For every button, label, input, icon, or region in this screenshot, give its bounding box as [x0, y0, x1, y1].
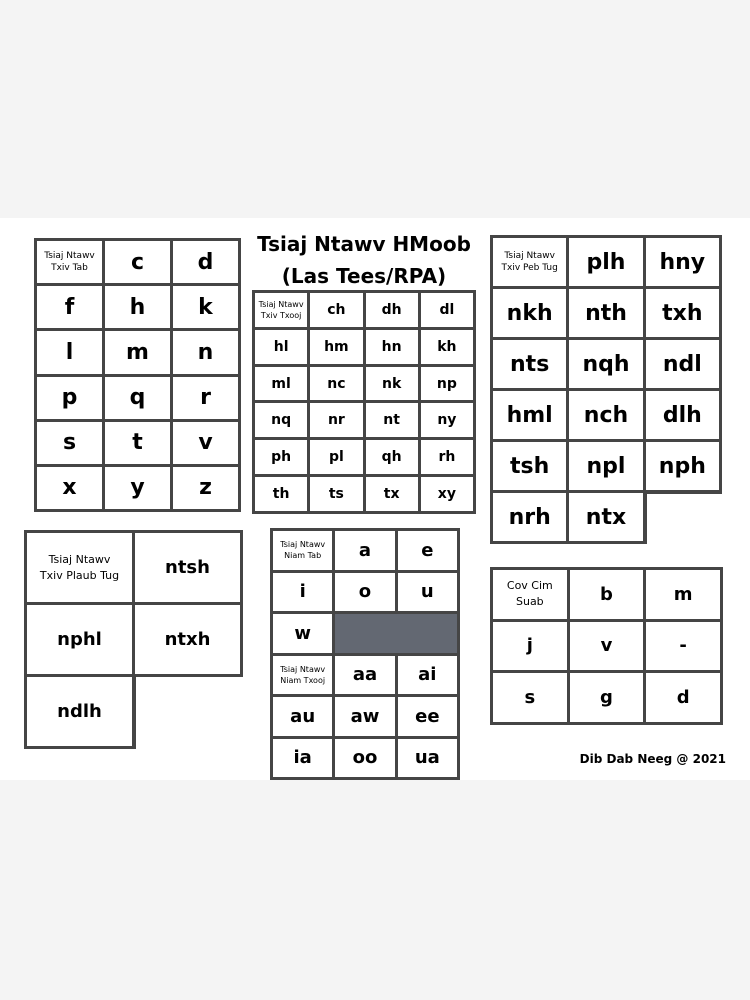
letter-cell: t: [105, 422, 170, 464]
tone-cell: j: [493, 622, 567, 671]
letter-cell: hm: [310, 330, 362, 364]
letter-cell: ntx: [569, 493, 642, 541]
quad-grid-notch: [136, 677, 244, 750]
letter-cell: dl: [421, 293, 473, 327]
letter-cell: plh: [569, 238, 642, 286]
vowel-cell: u: [398, 573, 457, 612]
vowel-cell: ai: [398, 656, 457, 695]
vowel-cell: aa: [335, 656, 394, 695]
letter-cell: nts: [493, 340, 566, 388]
single-vowels-header: Tsiaj Ntawv Niam Tab: [273, 531, 332, 570]
letter-cell: f: [37, 286, 102, 328]
vowels-grid: [270, 528, 460, 780]
vowel-cell: ia: [273, 739, 332, 778]
single-consonants-header: Tsiaj Ntawv Txiv Tab: [37, 241, 102, 283]
letter-cell: ph: [255, 440, 307, 474]
letter-cell: m: [105, 331, 170, 373]
letter-cell: hl: [255, 330, 307, 364]
letter-cell: nrh: [493, 493, 566, 541]
tone-cell: v: [570, 622, 644, 671]
vowel-cell: aw: [335, 697, 394, 736]
letter-cell: xy: [421, 477, 473, 511]
letter-cell: nr: [310, 403, 362, 437]
letter-cell: nch: [569, 391, 642, 439]
letter-cell: d: [173, 241, 238, 283]
credit-text: Dib Dab Neeg @ 2021: [579, 752, 726, 766]
letter-cell: nk: [366, 367, 418, 401]
tone-cell: s: [493, 673, 567, 722]
triple-consonants-header: Tsiaj Ntawv Txiv Peb Tug: [493, 238, 566, 286]
letter-cell: z: [173, 467, 238, 509]
letter-cell: pl: [310, 440, 362, 474]
letter-cell: n: [173, 331, 238, 373]
letter-cell: nph: [646, 442, 719, 490]
letter-cell: th: [255, 477, 307, 511]
tone-cell: g: [570, 673, 644, 722]
vowel-cell: a: [335, 531, 394, 570]
title-line-2: (Las Tees/RPA): [281, 264, 447, 288]
letter-cell: r: [173, 377, 238, 419]
vowel-cell: ee: [398, 697, 457, 736]
letter-cell: p: [37, 377, 102, 419]
letter-cell: ntsh: [135, 533, 240, 602]
letter-cell: y: [105, 467, 170, 509]
letter-cell: qh: [366, 440, 418, 474]
vowel-cell: w: [273, 614, 332, 653]
letter-cell: kh: [421, 330, 473, 364]
quad-consonants-header: Tsiaj Ntawv Txiv Plaub Tug: [27, 533, 132, 602]
letter-cell: ts: [310, 477, 362, 511]
letter-cell: nqh: [569, 340, 642, 388]
letter-cell: ndl: [646, 340, 719, 388]
letter-cell: v: [173, 422, 238, 464]
tones-grid: [490, 567, 723, 725]
tones-header: Cov Cim Suab: [493, 570, 567, 619]
double-consonants-grid: [252, 290, 476, 514]
letter-cell: nt: [366, 403, 418, 437]
letter-cell: tx: [366, 477, 418, 511]
letter-cell: ny: [421, 403, 473, 437]
letter-cell: k: [173, 286, 238, 328]
letter-cell: nth: [569, 289, 642, 337]
letter-cell: dlh: [646, 391, 719, 439]
vowel-cell: oo: [335, 739, 394, 778]
double-vowels-header: Tsiaj Ntawv Niam Txooj: [273, 656, 332, 695]
triple-grid-notch: [647, 494, 723, 545]
letter-cell: c: [105, 241, 170, 283]
letter-cell: ndlh: [27, 677, 132, 746]
letter-cell: npl: [569, 442, 642, 490]
vowel-cell: o: [335, 573, 394, 612]
letter-cell: ntxh: [135, 605, 240, 674]
vowel-cell: e: [398, 531, 457, 570]
letter-cell: nc: [310, 367, 362, 401]
letter-cell: hml: [493, 391, 566, 439]
letter-cell: q: [105, 377, 170, 419]
letter-cell: tsh: [493, 442, 566, 490]
letter-cell: rh: [421, 440, 473, 474]
tone-cell: m: [646, 570, 720, 619]
tone-cell: -: [646, 622, 720, 671]
letter-cell: h: [105, 286, 170, 328]
letter-cell: nq: [255, 403, 307, 437]
letter-cell: hn: [366, 330, 418, 364]
vowel-cell: au: [273, 697, 332, 736]
letter-cell: nphl: [27, 605, 132, 674]
tone-cell: d: [646, 673, 720, 722]
letter-cell: l: [37, 331, 102, 373]
letter-cell: ml: [255, 367, 307, 401]
letter-cell: dh: [366, 293, 418, 327]
single-consonants-grid: [34, 238, 241, 512]
letter-cell: txh: [646, 289, 719, 337]
letter-cell: np: [421, 367, 473, 401]
vowel-cell: i: [273, 573, 332, 612]
letter-cell: nkh: [493, 289, 566, 337]
letter-cell: hny: [646, 238, 719, 286]
vowel-cell: ua: [398, 739, 457, 778]
letter-cell: s: [37, 422, 102, 464]
page-title: [248, 228, 480, 292]
letter-cell: x: [37, 467, 102, 509]
tone-cell: b: [570, 570, 644, 619]
empty-cell: [335, 614, 457, 653]
letter-cell: ch: [310, 293, 362, 327]
title-line-1: Tsiaj Ntawv HMoob: [257, 232, 471, 256]
double-consonants-header: Tsiaj Ntawv Txiv Txooj: [255, 293, 307, 327]
